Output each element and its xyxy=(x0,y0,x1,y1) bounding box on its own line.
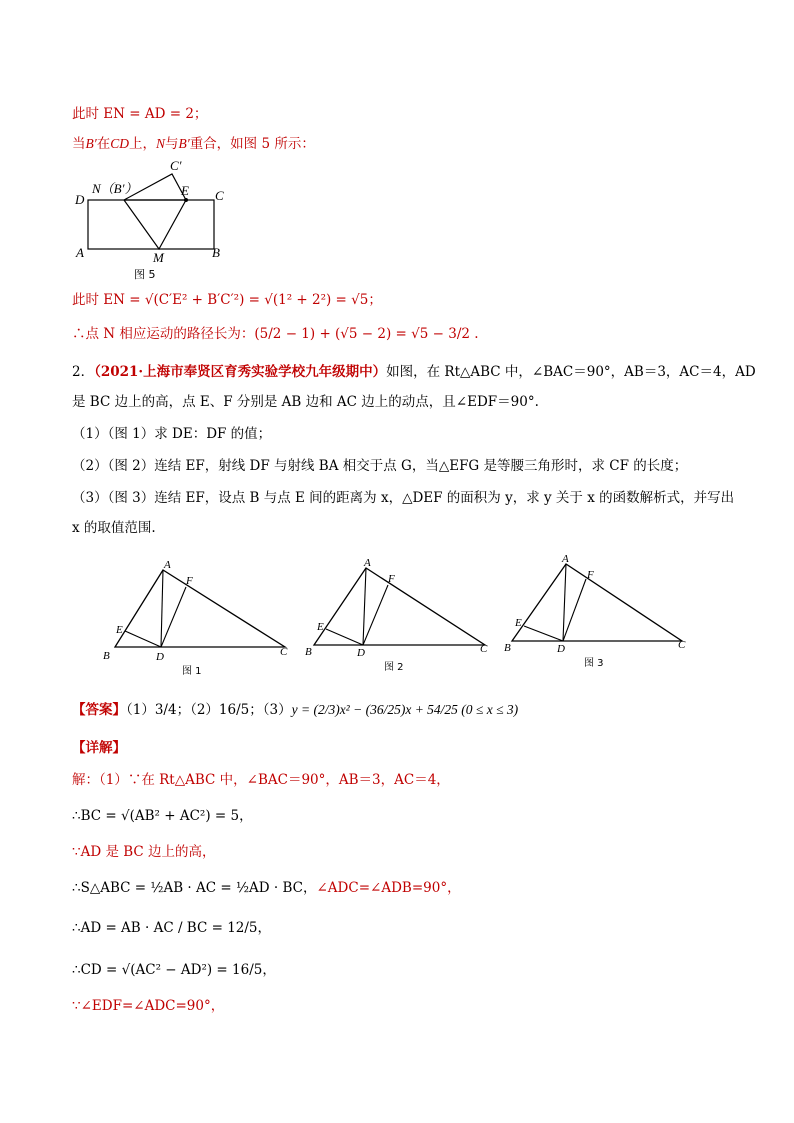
point-e xyxy=(184,198,188,202)
t3: 在 xyxy=(96,136,111,152)
label-n-b: N（B′） xyxy=(92,181,138,196)
figure-3 xyxy=(502,550,702,672)
detail-step-5-text: ∴AD = AB · AC / BC = 12/5， xyxy=(72,920,272,936)
fig2-label-b: B xyxy=(305,646,312,658)
problem-2-line-2 xyxy=(72,392,539,412)
detail-step-3 xyxy=(72,842,216,862)
detail-step-4a-text: ∴S△ABC = ½AB · AC = ½AD · BC， xyxy=(72,880,317,896)
segment-df-2 xyxy=(363,585,388,645)
t9: 重合，如图 5 所示： xyxy=(189,136,315,152)
question-3-text-b: x 的取值范围. xyxy=(72,520,156,536)
question-3-text-a: （3）（图 3）连结 EF，设点 B 与点 E 间的距离为 x，△DEF 的面积为 y，求 y 关于 x 的函数解析式，并写出 xyxy=(72,490,735,506)
problem-number: 2． xyxy=(72,364,95,380)
detail-step-4b-text: ∠ADC=∠ADB=90°， xyxy=(316,880,461,896)
label-a: A xyxy=(76,245,84,260)
answer-2: 16/5 xyxy=(218,702,250,718)
fig3-label-b: B xyxy=(504,642,511,654)
segment-ad-2 xyxy=(363,568,366,645)
problem-stem-2: 是 BC 边上的高，点 E、F 分别是 AB 边和 AC 边上的动点，且∠EDF＝90°. xyxy=(72,394,539,410)
fig1-label-a: A xyxy=(164,559,171,571)
problem-stem-1: 如图，在 Rt△ABC 中，∠BAC＝90°，AB＝3，AC＝4，AD xyxy=(386,364,756,380)
label-m: M xyxy=(153,250,164,265)
detail-step-1-text: 解：（1）∵在 Rt△ABC 中，∠BAC＝90°，AB＝3，AC＝4， xyxy=(72,772,450,788)
label-c: C xyxy=(215,188,224,203)
answer-tag: 【答案】 xyxy=(72,702,126,718)
label-e: E xyxy=(181,183,189,198)
fig3-label-c: C xyxy=(678,639,686,651)
question-1-text: （1）（图 1）求 DE：DF 的值； xyxy=(72,426,272,442)
detail-step-6 xyxy=(72,960,276,980)
label-c-prime: C′ xyxy=(170,158,182,173)
detail-step-1 xyxy=(72,770,450,790)
detail-step-6-text: ∴CD = √(AC² − AD²) = 16/5， xyxy=(72,962,276,978)
detail-step-2-text: ∴BC = √(AB² + AC²) = 5， xyxy=(72,808,253,824)
segment-df-3 xyxy=(563,579,586,641)
fig1-label-d: D xyxy=(156,651,164,663)
triangle-abc-3 xyxy=(512,564,682,641)
question-1 xyxy=(72,424,271,444)
detail-step-3-text: ∵AD 是 BC 边上的高， xyxy=(72,844,216,860)
fig2-label-d: D xyxy=(357,647,365,659)
answer-sep1: ；（2） xyxy=(176,702,219,718)
detail-step-4 xyxy=(72,878,461,898)
t1: 当 xyxy=(72,136,86,152)
question-3-line-1 xyxy=(72,488,734,508)
detail-header xyxy=(72,738,126,758)
segment-df-1 xyxy=(161,587,186,647)
label-d: D xyxy=(75,192,85,207)
figure-1 xyxy=(100,558,300,680)
problem-source: （2021·上海市奉贤区育秀实验学校九年级期中） xyxy=(94,364,387,380)
triangle-abc-2 xyxy=(314,568,485,645)
answer-line xyxy=(72,700,518,720)
en-value: 此时 EN = √(C′E² + B′C′²) = √(1² + 2²) = √5； xyxy=(72,292,382,308)
path-prefix: ∴点 N 相应运动的路径长为： xyxy=(72,326,255,342)
figure-2-caption: 图 2 xyxy=(384,662,404,673)
question-2 xyxy=(72,456,687,476)
triangle-nme xyxy=(124,200,186,249)
text-line-en-value xyxy=(72,290,382,310)
en-ad-statement: 此时 EN = AD = 2； xyxy=(72,106,208,122)
segment-ad-1 xyxy=(161,570,163,647)
t8: B′ xyxy=(178,136,190,151)
fig3-label-a: A xyxy=(562,553,569,565)
question-3-line-2 xyxy=(72,518,156,538)
rectangle-abcd xyxy=(88,200,214,249)
triangle-abc-1 xyxy=(115,570,285,647)
fig1-label-f: F xyxy=(186,575,193,587)
fig2-label-a: A xyxy=(364,557,371,569)
figure-5-caption: 图 5 xyxy=(134,268,156,281)
figure-3-caption: 图 3 xyxy=(584,658,604,669)
detail-step-5 xyxy=(72,918,271,938)
problem-2-line-1 xyxy=(72,362,756,382)
t5: 上， xyxy=(128,136,156,152)
segment-de-1 xyxy=(125,631,161,647)
segment-de-3 xyxy=(524,626,563,641)
text-line-en-ad xyxy=(72,104,207,124)
fig1-label-c: C xyxy=(280,646,288,658)
fig3-label-f: F xyxy=(587,569,594,581)
fig2-label-f: F xyxy=(388,573,395,585)
figure-2 xyxy=(302,556,502,676)
t6: N xyxy=(155,136,165,151)
t2: B′ xyxy=(85,136,97,151)
segment-ad-3 xyxy=(563,564,566,641)
label-b: B xyxy=(212,245,220,260)
detail-tag: 【详解】 xyxy=(72,740,126,756)
detail-step-7-text: ∵∠EDF=∠ADC=90°， xyxy=(72,998,225,1014)
fig3-label-e: E xyxy=(515,617,522,629)
path-expression: (5/2 − 1) + (√5 − 2) = √5 − 3/2 . xyxy=(254,326,479,342)
fig2-label-e: E xyxy=(317,621,324,633)
answer-sep2: ；（3） xyxy=(249,702,292,718)
question-2-text: （2）（图 2）连结 EF，射线 DF 与射线 BA 相交于点 G，当△EFG 是等腰三角形时，求 CF 的长度； xyxy=(72,458,688,474)
fig1-label-e: E xyxy=(116,624,123,636)
fig2-label-c: C xyxy=(480,643,488,655)
segment-de-2 xyxy=(326,629,363,645)
t4: CD xyxy=(110,136,129,151)
answer-1: 3/4 xyxy=(154,702,177,718)
fig1-label-b: B xyxy=(103,650,110,662)
answer-p1: （1） xyxy=(126,702,155,718)
detail-step-2 xyxy=(72,806,253,826)
figure-1-caption: 图 1 xyxy=(182,666,202,677)
detail-step-7 xyxy=(72,996,224,1016)
t7: 与 xyxy=(164,136,179,152)
answer-3: y = (2/3)x² − (36/25)x + 54/25 (0 ≤ x ≤ 3) xyxy=(291,702,519,717)
fig3-label-d: D xyxy=(557,643,565,655)
figure-5 xyxy=(72,156,252,286)
text-line-path-length xyxy=(72,324,479,344)
text-line-b-on-cd xyxy=(72,134,315,154)
